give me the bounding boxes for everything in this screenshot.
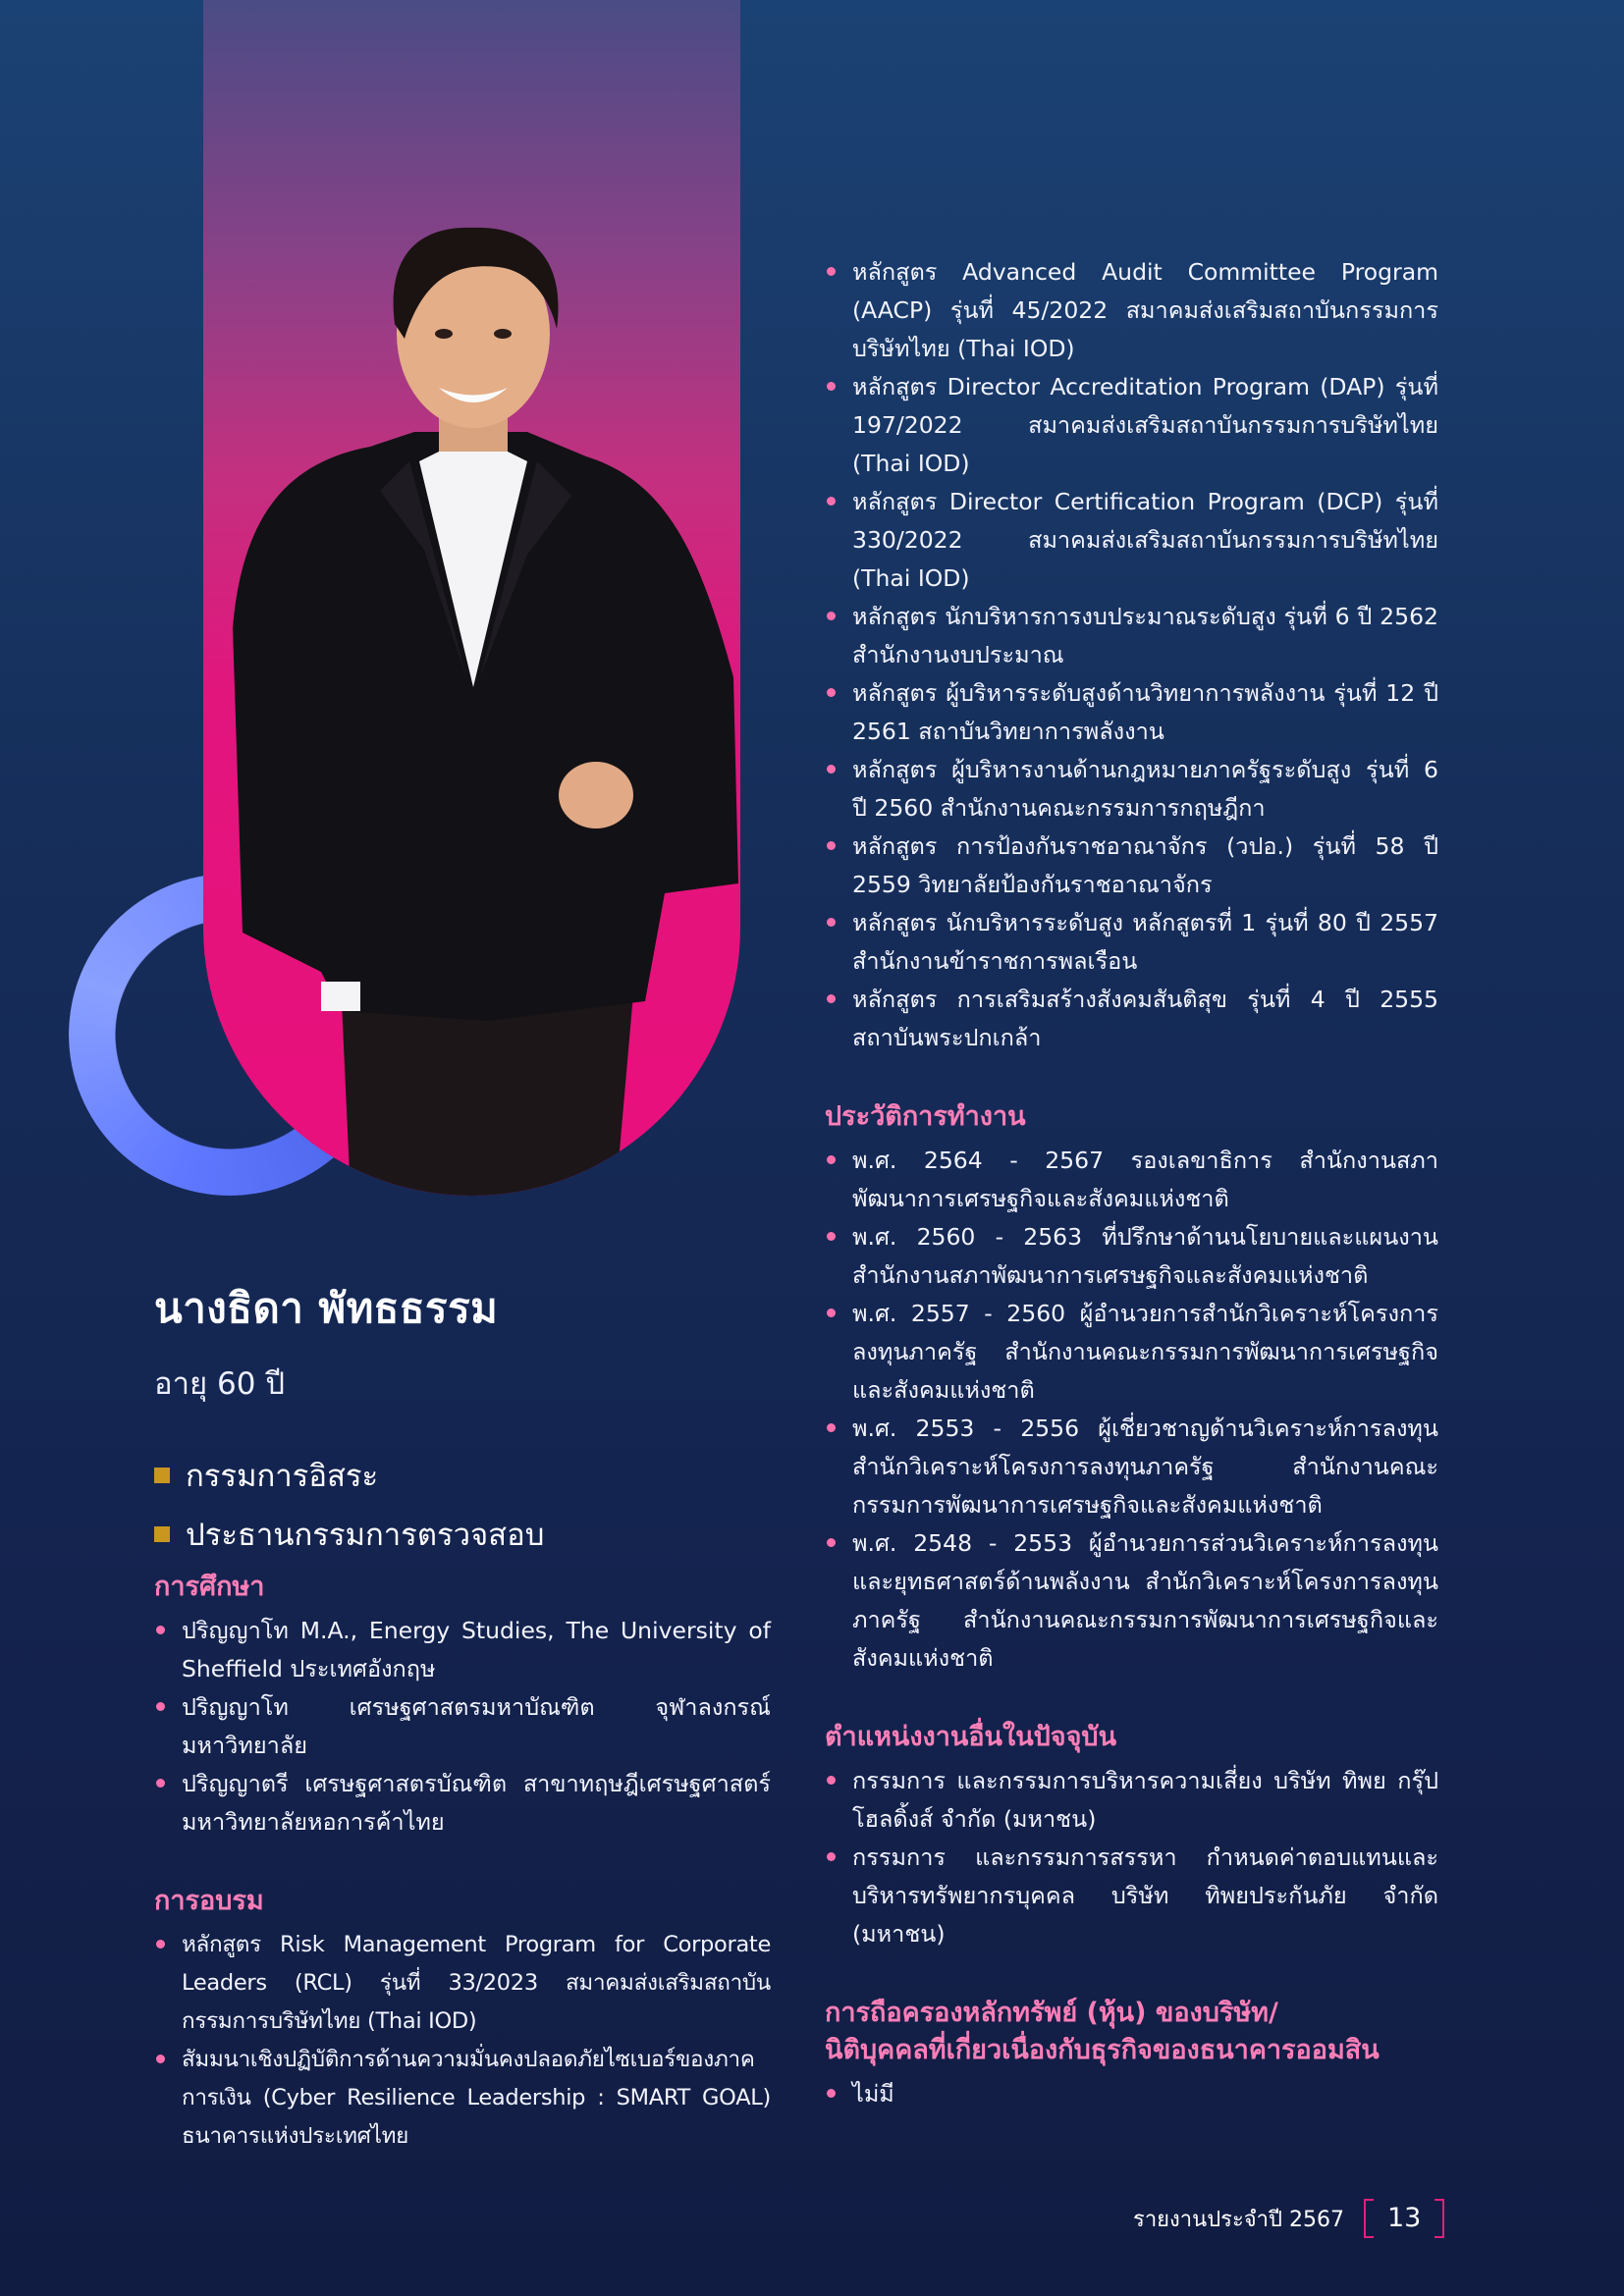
list-item: หลักสูตร Advanced Audit Committee Program (AACP) รุ่นที่ 45/2022 สมาคมส่งเสริมสถาบันกรรมการบริษัทไทย (Thai IOD) — [825, 253, 1438, 368]
list-item: หลักสูตร ผู้บริหารงานด้านกฎหมายภาครัฐระดับสูง รุ่นที่ 6 ปี 2560 สำนักงานคณะกรรมการกฤษฎีกา — [825, 751, 1438, 828]
profile-block — [154, 1276, 704, 1569]
holdings-heading — [825, 1995, 1438, 2069]
list-item: พ.ศ. 2560 - 2563 ที่ปรึกษาด้านนโยบายและแผนงาน สำนักงานสภาพัฒนาการเศรษฐกิจและสังคมแห่งชาติ — [825, 1218, 1438, 1295]
list-item: กรรมการ และกรรมการสรรหา กำหนดค่าตอบแทนและบริหารทรัพยากรบุคคล บริษัท ทิพยประกันภัย จำกัด (มหาชน) — [825, 1839, 1438, 1953]
portrait-frame — [203, 0, 740, 1196]
role-item — [154, 1510, 704, 1559]
square-bullet-icon — [154, 1526, 170, 1542]
left-column — [154, 1569, 771, 2156]
education-heading: การศึกษา — [154, 1572, 265, 1602]
square-bullet-icon — [154, 1468, 170, 1483]
list-item: พ.ศ. 2557 - 2560 ผู้อำนวยการสำนักวิเคราะห์โครงการลงทุนภาครัฐ สำนักงานคณะกรรมการพัฒนาการเศรษฐกิจและสังคมแห่งชาติ — [825, 1295, 1438, 1410]
role-item — [154, 1451, 704, 1500]
role-label: กรรมการอิสระ — [186, 1459, 379, 1494]
list-item: พ.ศ. 2564 - 2567 รองเลขาธิการ สำนักงานสภาพัฒนาการเศรษฐกิจและสังคมแห่งชาติ — [825, 1142, 1438, 1218]
list-item: หลักสูตร นักบริหารระดับสูง หลักสูตรที่ 1 รุ่นที่ 80 ปี 2557 สำนักงานข้าราชการพลเรือน — [825, 904, 1438, 981]
list-item: ไม่มี — [825, 2075, 1438, 2113]
list-item: ปริญญาโท เศรษฐศาสตรมหาบัณฑิต จุฬาลงกรณ์มหาวิทยาลัย — [154, 1688, 771, 1765]
training-list-part1 — [154, 1926, 771, 2156]
list-item: สัมมนาเชิงปฏิบัติการด้านความมั่นคงปลอดภัยไซเบอร์ของภาคการเงิน (Cyber Resilience Leadership : SMART GOAL) ธนาคารแห่งประเทศไทย — [154, 2041, 771, 2156]
list-item: กรรมการ และกรรมการบริหารความเสี่ยง บริษัท ทิพย กรุ๊ป โฮลดิ้งส์ จำกัด (มหาชน) — [825, 1762, 1438, 1839]
list-item: หลักสูตร ผู้บริหารระดับสูงด้านวิทยาการพลังงาน รุ่นที่ 12 ปี 2561 สถาบันวิทยาการพลังงาน — [825, 674, 1438, 751]
holdings-list — [825, 2075, 1438, 2113]
person-name: นางธิดา พัทธธรรม — [154, 1284, 499, 1332]
training-list-part2 — [825, 253, 1438, 1057]
other-positions-heading: ตำแหน่งงานอื่นในปัจจุบัน — [825, 1722, 1117, 1752]
education-list — [154, 1612, 771, 1842]
holdings-heading-line1: การถือครองหลักทรัพย์ (หุ้น) ของบริษัท/ — [825, 1998, 1278, 2028]
list-item: หลักสูตร นักบริหารการงบประมาณระดับสูง รุ่นที่ 6 ปี 2562 สำนักงานงบประมาณ — [825, 598, 1438, 674]
work-history-list — [825, 1142, 1438, 1678]
list-item: หลักสูตร Risk Management Program for Corporate Leaders (RCL) รุ่นที่ 33/2023 สมาคมส่งเสริมสถาบันกรรมการบริษัทไทย (Thai IOD) — [154, 1926, 771, 2041]
role-list — [154, 1451, 704, 1559]
right-column — [825, 253, 1438, 2113]
person-portrait — [203, 0, 740, 1196]
list-item: ปริญญาตรี เศรษฐศาสตรบัณฑิต สาขาทฤษฎีเศรษฐศาสตร์ มหาวิทยาลัยหอการค้าไทย — [154, 1765, 771, 1842]
report-label: รายงานประจำปี 2567 — [1133, 2207, 1344, 2232]
holdings-heading-line2: นิติบุคคลที่เกี่ยวเนื่องกับธุรกิจของธนาคารออมสิน — [825, 2035, 1380, 2065]
other-positions-list — [825, 1762, 1438, 1953]
list-item: ปริญญาโท M.A., Energy Studies, The University of Sheffield ประเทศอังกฤษ — [154, 1612, 771, 1688]
list-item: หลักสูตร การเสริมสร้างสังคมสันติสุข รุ่นที่ 4 ปี 2555 สถาบันพระปกเกล้า — [825, 981, 1438, 1057]
person-age: อายุ 60 ปี — [154, 1366, 286, 1402]
list-item: พ.ศ. 2548 - 2553 ผู้อำนวยการส่วนวิเคราะห์การลงทุนและยุทธศาสตร์ด้านพลังงาน สำนักวิเคราะห์โครงการลงทุนภาครัฐ สำนักงานคณะกรรมการพัฒนาการเศรษฐกิจและสังคมแห่งชาติ — [825, 1524, 1438, 1678]
list-item: พ.ศ. 2553 - 2556 ผู้เชี่ยวชาญด้านวิเคราะห์การลงทุน สำนักวิเคราะห์โครงการลงทุนภาครัฐ สำนักงานคณะกรรมการพัฒนาการเศรษฐกิจและสังคมแห่งชาติ — [825, 1410, 1438, 1524]
role-label: ประธานกรรมการตรวจสอบ — [186, 1518, 545, 1553]
page-footer — [1133, 2199, 1444, 2238]
list-item: หลักสูตร การป้องกันราชอาณาจักร (วปอ.) รุ่นที่ 58 ปี 2559 วิทยาลัยป้องกันราชอาณาจักร — [825, 828, 1438, 904]
work-history-heading: ประวัติการทำงาน — [825, 1101, 1026, 1132]
list-item: หลักสูตร Director Certification Program (DCP) รุ่นที่ 330/2022 สมาคมส่งเสริมสถาบันกรรมการบริษัทไทย (Thai IOD) — [825, 483, 1438, 598]
page-number: 13 — [1364, 2199, 1444, 2238]
training-heading: การอบรม — [154, 1886, 264, 1916]
list-item: หลักสูตร Director Accreditation Program (DAP) รุ่นที่ 197/2022 สมาคมส่งเสริมสถาบันกรรมการบริษัทไทย (Thai IOD) — [825, 368, 1438, 483]
